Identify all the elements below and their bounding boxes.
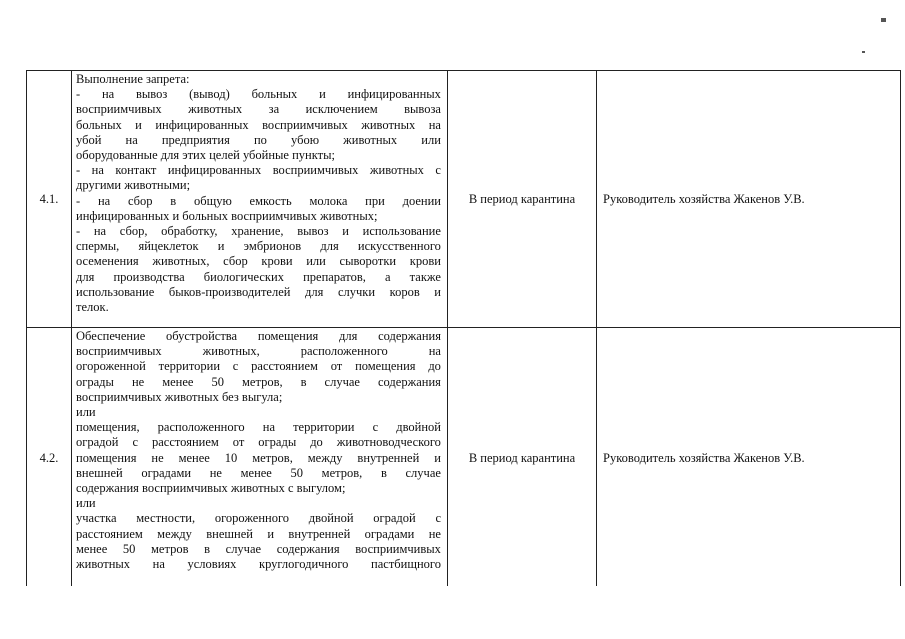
description-word: сбор <box>223 254 248 269</box>
description-word: не <box>151 450 164 465</box>
description-word: с <box>132 435 139 450</box>
description-line <box>76 481 441 496</box>
description-word: на <box>262 420 276 435</box>
description-word: и <box>319 87 326 102</box>
description-word: а <box>384 269 391 284</box>
description-word: менее <box>240 465 272 480</box>
description-word: на <box>93 224 107 239</box>
description-word: и <box>434 450 441 465</box>
description-word: обустройства <box>166 329 238 343</box>
description-word: не <box>428 526 441 541</box>
description-word: вывоз <box>297 224 329 239</box>
description-word: огороженной <box>76 359 146 374</box>
description-word: расстоянием <box>151 435 219 450</box>
measure-description <box>72 71 448 328</box>
execution-term: В период карантина <box>448 328 597 589</box>
description-word: расположенного <box>157 420 245 435</box>
description-word: с <box>435 511 441 526</box>
description-line <box>76 375 441 390</box>
description-word: инфицированных <box>347 87 441 102</box>
description-line <box>76 527 441 542</box>
description-word: восприимчивых <box>355 541 441 556</box>
description-word: 10 <box>224 450 238 465</box>
description-line <box>76 209 441 224</box>
responsible-person: Руководитель хозяйства Жакенов У.В. <box>597 328 901 589</box>
description-word: помещения <box>355 359 416 374</box>
description-word: оградами <box>141 465 192 480</box>
description-word: между <box>157 526 192 541</box>
description-line <box>76 511 441 526</box>
description-word: содержания <box>377 374 441 389</box>
description-word: помещения <box>257 329 319 343</box>
description-word: оградой <box>373 511 416 526</box>
description-word: Обеспечение <box>76 329 146 343</box>
description-word: помещения <box>76 450 137 465</box>
description-word: 50 <box>122 541 136 556</box>
description-word: - <box>76 87 81 102</box>
description-word: случае <box>225 541 262 556</box>
description-word: содержания <box>276 541 340 556</box>
description-word: случае <box>324 374 360 389</box>
description-word: хранение, <box>231 224 284 239</box>
description-word: от <box>330 359 343 374</box>
description-word: содержания <box>378 329 441 343</box>
description-word: до <box>310 435 323 450</box>
description-word: на <box>125 132 138 147</box>
description-word: круглогодичного <box>259 557 349 572</box>
description-word: эмбрионов <box>243 239 302 254</box>
description-word: обработку, <box>161 224 218 239</box>
description-line <box>76 163 441 178</box>
description-word: с <box>435 163 441 178</box>
description-word: пастбищного <box>371 557 441 572</box>
description-word: случае <box>405 465 441 480</box>
description-word: молока <box>309 193 348 208</box>
measures-table <box>26 70 901 589</box>
description-word: инфицированных <box>155 117 249 132</box>
description-word: для <box>320 239 339 254</box>
description-line <box>76 405 441 420</box>
description-word: сбор, <box>119 224 148 239</box>
measures-table-body <box>27 71 901 589</box>
description-word: биологических <box>203 269 284 284</box>
responsible-person: Руководитель хозяйства Жакенов У.В. <box>597 71 901 328</box>
description-word: - <box>76 163 81 178</box>
description-word: условиях <box>187 557 237 572</box>
description-word: в <box>300 374 307 389</box>
description-line <box>76 542 441 557</box>
description-word: случки <box>337 284 376 299</box>
description-word: по <box>253 132 267 147</box>
description-word: в <box>204 541 211 556</box>
description-line <box>76 270 441 285</box>
item-number: 4.1. <box>27 71 72 328</box>
description-line <box>76 285 441 300</box>
description-word: ограды <box>258 435 297 450</box>
description-word: и <box>342 224 349 239</box>
description-line <box>76 329 441 344</box>
description-line <box>76 557 441 572</box>
description-word: Выполнение запрета: <box>76 72 190 86</box>
description-word: предприятия <box>161 132 230 147</box>
description-word: коров <box>389 284 420 299</box>
description-line <box>76 390 441 405</box>
description-line <box>76 224 441 239</box>
description-word: с <box>232 359 239 374</box>
description-line <box>76 194 441 209</box>
description-word: метров <box>151 541 189 556</box>
description-word: огороженного <box>214 511 290 526</box>
description-line <box>76 451 441 466</box>
description-word: восприимчивых животных без выгула; <box>76 389 283 404</box>
description-line <box>76 133 441 148</box>
description-line <box>76 359 441 374</box>
description-word: с <box>372 420 379 435</box>
description-word: от <box>232 435 245 450</box>
description-word: для <box>76 269 95 284</box>
description-word: помещения, <box>76 420 140 435</box>
description-word: контакт <box>115 163 157 178</box>
description-word: восприимчивых <box>262 117 348 132</box>
description-word: двойной <box>308 511 354 526</box>
description-word: в <box>380 465 387 480</box>
table-row <box>27 71 901 328</box>
description-word: внешней <box>206 526 253 541</box>
description-word: на <box>97 193 111 208</box>
description-word: (вывод) <box>189 87 230 102</box>
description-word: и <box>217 239 225 254</box>
description-word: вывоз <box>135 87 168 102</box>
description-word: телок. <box>76 300 109 315</box>
description-word: убой <box>76 132 102 147</box>
description-word: ограды <box>76 374 114 389</box>
description-word: на <box>101 87 115 102</box>
description-word: животных <box>343 132 398 147</box>
description-word: оборудованные для этих целей убойные пункты; <box>76 148 335 163</box>
scan-speck <box>881 18 886 22</box>
description-word: животных <box>76 557 131 572</box>
description-line <box>76 87 441 102</box>
description-word: сбор <box>127 193 153 208</box>
description-word: другими животными; <box>76 178 191 193</box>
description-word: внутренней <box>357 450 420 465</box>
description-word: - <box>76 193 81 208</box>
description-word: на <box>91 163 104 178</box>
description-word: спермы, <box>76 239 120 254</box>
description-line <box>76 466 441 481</box>
description-word: восприимчивых <box>272 163 359 178</box>
description-word: участка <box>76 511 117 526</box>
description-word: при <box>365 193 385 208</box>
description-word: крови <box>261 254 293 269</box>
description-word: расстоянием <box>76 526 143 541</box>
description-word: сыворотки <box>339 254 397 269</box>
description-word: быков-производителей <box>168 284 291 299</box>
description-word: общую <box>193 193 232 208</box>
description-line <box>76 420 441 435</box>
description-word: больных <box>76 117 122 132</box>
description-word: метров, <box>321 465 363 480</box>
description-word: животных, <box>152 254 210 269</box>
description-line <box>76 102 441 117</box>
description-line <box>76 118 441 133</box>
description-word: метров, <box>252 450 293 465</box>
description-word: инфицированных и больных восприимчивых животных; <box>76 208 378 223</box>
description-word: использование <box>362 224 441 239</box>
description-word: животных <box>369 163 424 178</box>
description-line <box>76 496 441 511</box>
description-word: расположенного <box>300 344 388 359</box>
description-word: менее <box>76 541 108 556</box>
description-word: метров, <box>242 374 283 389</box>
description-word: или <box>76 405 96 420</box>
description-word: и <box>135 117 142 132</box>
description-word: 50 <box>290 465 304 480</box>
description-word: и <box>434 284 441 299</box>
description-word: содержания восприимчивых животных с выгулом; <box>76 481 346 496</box>
description-word: оградами <box>364 526 415 541</box>
description-word: больных <box>251 87 298 102</box>
description-word: искусственного <box>357 239 441 254</box>
description-word: на <box>428 117 441 132</box>
description-word: местности, <box>136 511 196 526</box>
description-word: доении <box>402 193 441 208</box>
description-word: животноводческого <box>336 435 441 450</box>
description-line <box>76 72 441 87</box>
description-word: и <box>267 526 275 541</box>
description-line <box>76 178 441 193</box>
description-word: между <box>307 450 343 465</box>
item-number: 4.2. <box>27 328 72 589</box>
description-line <box>76 344 441 359</box>
description-word: в <box>170 193 177 208</box>
description-word: менее <box>178 450 210 465</box>
description-word: яйцеклеток <box>138 239 199 254</box>
description-word: инфицированных <box>167 163 262 178</box>
description-word: восприимчивых <box>76 344 162 359</box>
description-word: за <box>268 102 280 117</box>
description-word: двойной <box>396 420 441 435</box>
measure-description <box>72 328 448 589</box>
description-word: для <box>305 284 324 299</box>
description-word: препаратов, <box>303 269 366 284</box>
page-bottom-margin <box>0 586 905 639</box>
description-word: - <box>76 224 81 239</box>
description-word: не <box>209 465 222 480</box>
description-word: восприимчивых <box>76 102 162 117</box>
description-word: осеменения <box>76 254 139 269</box>
description-word: или <box>306 254 326 269</box>
description-word: емкость <box>249 193 292 208</box>
description-word: также <box>409 269 441 284</box>
description-word: территории <box>158 359 221 374</box>
description-word: оградой <box>76 435 119 450</box>
description-line <box>76 239 441 254</box>
scan-speck <box>862 51 865 53</box>
description-word: до <box>428 359 441 374</box>
description-word: для <box>339 329 358 343</box>
description-word: животных <box>188 102 243 117</box>
description-line <box>76 148 441 163</box>
description-line <box>76 435 441 450</box>
description-word: вывоза <box>404 102 441 117</box>
description-word: на <box>428 344 441 359</box>
description-word: менее <box>162 374 194 389</box>
description-line <box>76 254 441 269</box>
description-word: внутренней <box>288 526 351 541</box>
description-line <box>76 300 441 315</box>
description-word: производства <box>113 269 185 284</box>
description-word: или <box>76 496 96 511</box>
description-word: внешней <box>76 465 123 480</box>
description-word: исключением <box>305 102 378 117</box>
description-word: расстоянием <box>251 359 318 374</box>
table-row <box>27 328 901 589</box>
description-word: животных, <box>202 344 260 359</box>
description-word: крови <box>409 254 441 269</box>
execution-term: В период карантина <box>448 71 597 328</box>
description-word: не <box>131 374 145 389</box>
description-word: животных <box>361 117 416 132</box>
description-word: на <box>152 557 165 572</box>
description-word: 50 <box>211 374 224 389</box>
description-word: использование <box>76 284 155 299</box>
description-word: территории <box>293 420 355 435</box>
description-word: убою <box>291 132 320 147</box>
description-word: или <box>421 132 441 147</box>
